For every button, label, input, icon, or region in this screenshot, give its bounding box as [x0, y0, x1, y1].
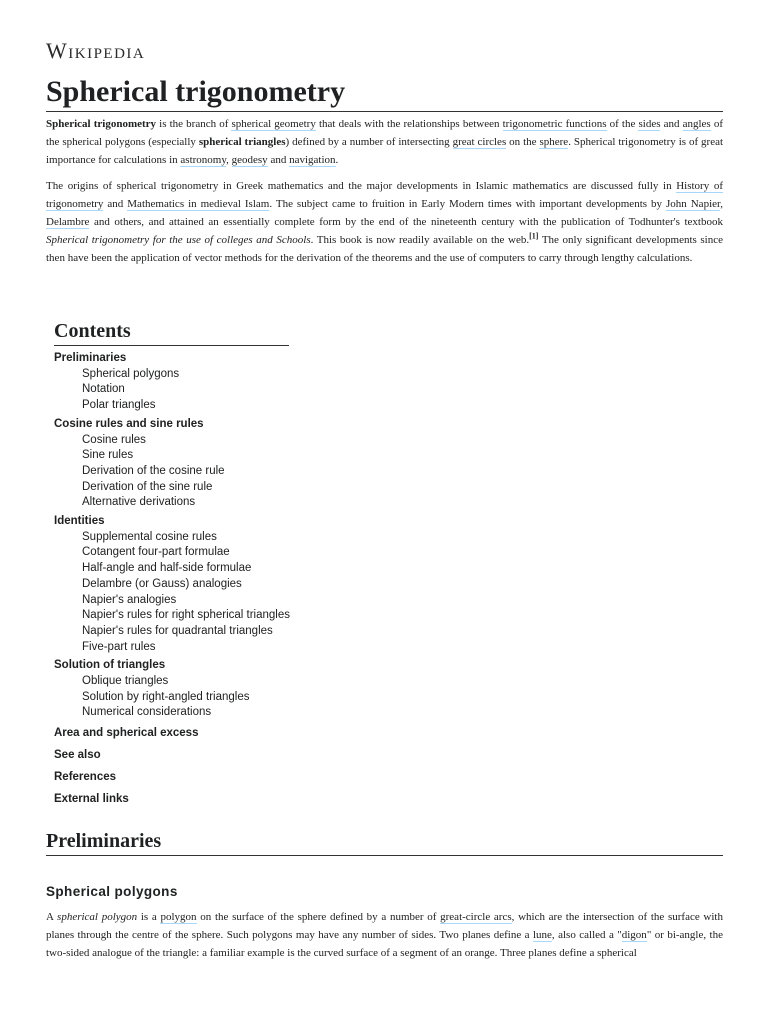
text: ,	[226, 154, 232, 166]
bold-term: spherical triangles	[198, 136, 286, 148]
bold-term: Spherical trigonometry	[46, 118, 157, 130]
toc-section	[54, 658, 354, 721]
link-history-of-trigonometry[interactable]: History of trigonometry	[46, 180, 723, 210]
term: spherical polygon	[57, 911, 138, 923]
text: and	[660, 118, 683, 130]
link-spherical-geometry[interactable]: spherical geometry	[231, 118, 316, 130]
link-trigonometric-functions[interactable]: trigonometric functions	[502, 118, 607, 130]
toc-sublink[interactable]: Polar triangles	[82, 399, 156, 412]
toc-sublink[interactable]: Numerical considerations	[82, 706, 212, 719]
section-heading-preliminaries: Preliminaries	[46, 828, 723, 856]
text: .	[335, 154, 339, 166]
toc-sublink[interactable]: Derivation of the cosine rule	[82, 464, 225, 477]
link-navigation[interactable]: navigation	[289, 154, 336, 166]
text: A	[46, 911, 58, 923]
toc-sublink[interactable]: Oblique triangles	[82, 675, 169, 688]
text: is the branch of	[156, 118, 232, 130]
wikipedia-wordmark[interactable]: Wikipedia	[46, 38, 146, 63]
toc-sublink[interactable]: Supplemental cosine rules	[82, 530, 217, 543]
intro-paragraph-2	[46, 177, 723, 267]
page-title: Spherical trigonometry	[46, 74, 723, 112]
toc-sublink[interactable]: Sine rules	[82, 449, 134, 462]
text: of the	[606, 118, 639, 130]
intro-paragraph-1	[46, 115, 723, 169]
link-mathematics-in-medieval-islam[interactable]: Mathematics in medieval Islam	[127, 198, 270, 210]
text: ) defined by a number of intersecting	[285, 136, 453, 148]
toc-sublink[interactable]: Cosine rules	[82, 433, 146, 446]
paragraph-spherical-polygons	[46, 908, 723, 962]
toc-sublink[interactable]: Napier's rules for right spherical triangles	[82, 609, 291, 622]
text: " or bi-angle, the two-sided analogue of the triangle: a familiar example is the curved surface of a segment of an orange. Three planes define a spherical	[46, 929, 723, 959]
text: ,	[720, 198, 723, 210]
toc-section	[54, 514, 354, 655]
toc-sublink[interactable]: Napier's analogies	[82, 593, 177, 606]
link-sphere[interactable]: sphere	[539, 136, 569, 148]
toc-link[interactable]: See also	[54, 749, 101, 762]
toc-sublink[interactable]: Five-part rules	[82, 640, 156, 653]
text: . The subject came to fruition in Early Modern times with important developments by	[269, 198, 666, 210]
toc-link[interactable]: References	[54, 771, 117, 784]
toc-list	[54, 351, 354, 809]
toc-title: Contents	[54, 320, 289, 346]
toc-section	[54, 768, 354, 787]
link-great-circles[interactable]: great circles	[452, 136, 507, 148]
toc-sublink[interactable]: Spherical polygons	[82, 367, 180, 380]
toc-section	[54, 746, 354, 765]
link-delambre[interactable]: Delambre	[46, 216, 90, 228]
text: . This book is now readily available on the web.	[310, 234, 530, 246]
toc-link[interactable]: Area and spherical excess	[54, 727, 199, 740]
link-astronomy[interactable]: astronomy	[180, 154, 227, 166]
text: The origins of spherical trigonometry in Greek mathematics and the major developments in Islamic mathematics are discussed fully in	[46, 180, 677, 192]
text: and	[267, 154, 290, 166]
toc-link[interactable]: Identities	[54, 515, 105, 528]
toc-sublink[interactable]: Solution by right-angled triangles	[82, 690, 250, 703]
book-title: Spherical trigonometry for the use of colleges and Schools	[46, 234, 311, 246]
toc-sublink[interactable]: Napier's rules for quadrantal triangles	[82, 624, 273, 637]
text: that deals with the relationships between	[315, 118, 503, 130]
text: on the	[506, 136, 540, 148]
link-digon[interactable]: digon	[621, 929, 647, 941]
text: , which are the intersection of the surface with planes through the centre of the sphere. Such polygons may have any number of sides. Two planes define a	[46, 911, 723, 941]
toc-sublink[interactable]: Delambre (or Gauss) analogies	[82, 577, 242, 590]
toc-link[interactable]: Preliminaries	[54, 352, 127, 364]
link-angles[interactable]: angles	[682, 118, 711, 130]
toc-sublink[interactable]: Notation	[82, 383, 125, 396]
toc-link[interactable]: External links	[54, 793, 129, 806]
toc-sublink[interactable]: Alternative derivations	[82, 496, 196, 509]
reference-1[interactable]: [1]	[529, 231, 539, 241]
link-john-napier[interactable]: John Napier	[665, 198, 721, 210]
link-lune[interactable]: lune	[532, 929, 552, 941]
link-geodesy[interactable]: geodesy	[231, 154, 268, 166]
text: is a	[137, 911, 161, 923]
toc-section	[54, 790, 354, 809]
toc-sublink[interactable]: Derivation of the sine rule	[82, 480, 213, 493]
text: and	[103, 198, 128, 210]
link-polygon[interactable]: polygon	[160, 911, 197, 923]
text: , also called a "	[551, 929, 622, 941]
toc-sublink[interactable]: Cotangent four-part formulae	[82, 546, 230, 559]
text: and others, and attained an essentially complete form by the end of the nineteenth century with the publication of Todhunter's textbook	[89, 216, 723, 228]
table-of-contents	[54, 320, 354, 809]
text: . Spherical trigonometry is of great importance for calculations in	[46, 136, 724, 166]
text: of the spherical polygons (especially	[46, 118, 723, 148]
toc-sublink[interactable]: Half-angle and half-side formulae	[82, 562, 252, 575]
text: on the surface of the sphere defined by a number of	[196, 911, 441, 923]
text: The only significant developments since then have been the application of vector methods for the derivation of the theorems and the use of computers to carry through lengthy calculations.	[46, 234, 723, 264]
toc-section	[54, 351, 354, 414]
subsection-heading-spherical-polygons: Spherical polygons	[46, 884, 178, 899]
link-sides[interactable]: sides	[638, 118, 661, 130]
toc-section	[54, 724, 354, 743]
toc-link[interactable]: Cosine rules and sine rules	[54, 417, 204, 430]
toc-section	[54, 417, 354, 511]
link-great-circle-arcs[interactable]: great-circle arcs	[440, 911, 512, 923]
toc-link[interactable]: Solution of triangles	[54, 659, 166, 672]
